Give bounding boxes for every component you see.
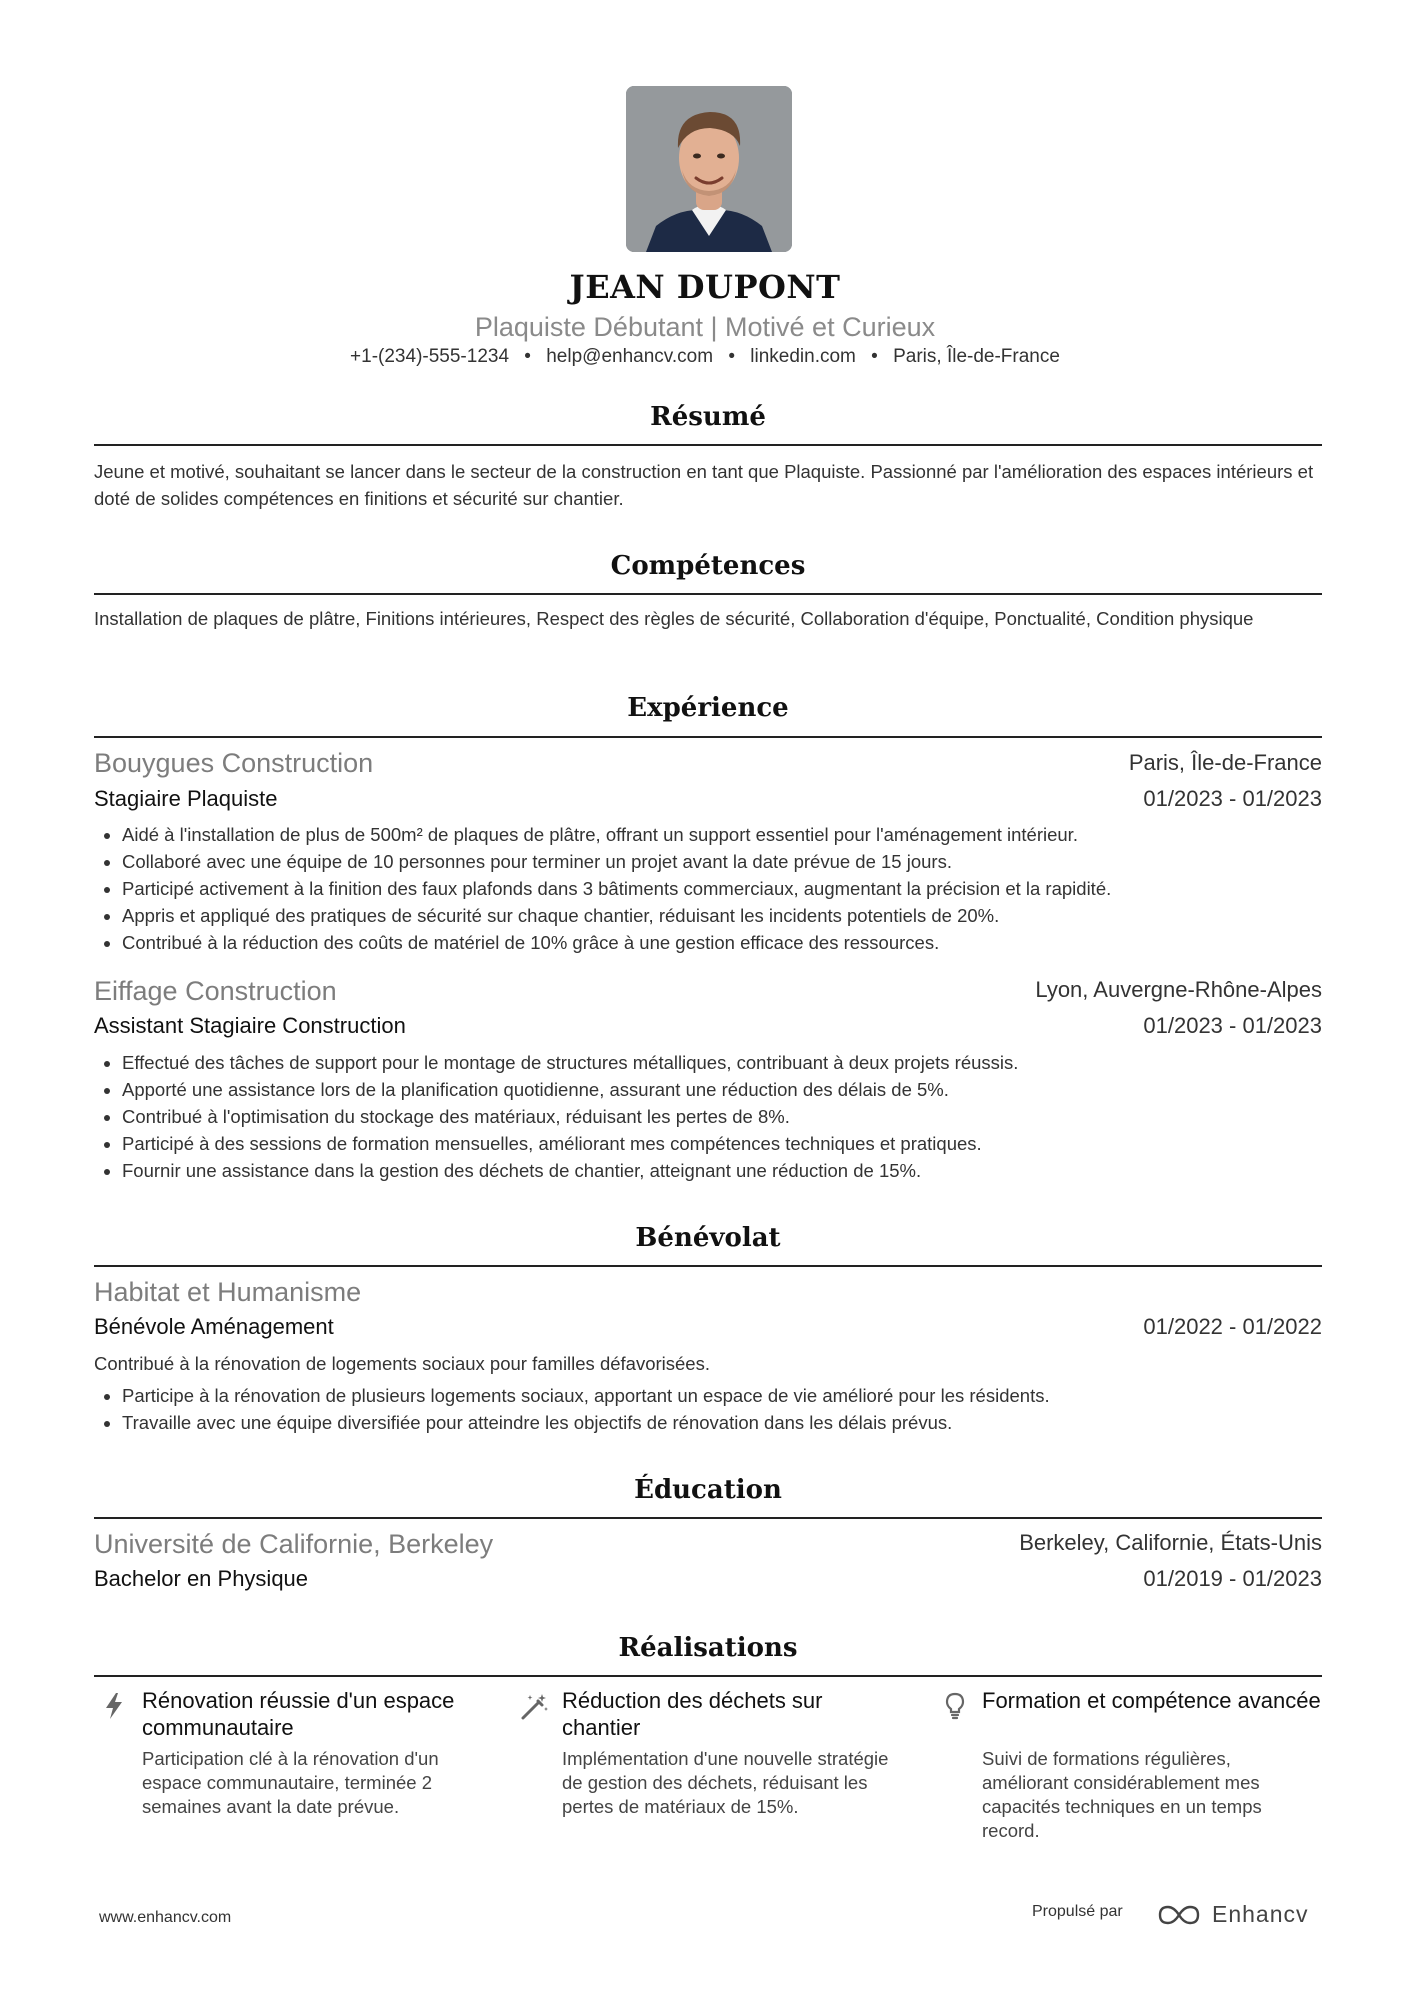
job-location: Paris, Île-de-France (1128, 750, 1322, 775)
powered-by-label: Propulsé par (1032, 1903, 1123, 1920)
degree-name: Bachelor en Physique (94, 1566, 309, 1591)
achievement-title: Formation et compétence avancée (982, 1688, 1321, 1713)
enhancv-logo-icon (1154, 1899, 1204, 1931)
section-divider (94, 736, 1322, 738)
footer-website-link[interactable]: www.enhancv.com (99, 1909, 232, 1926)
school-name: Université de Californie, Berkeley (94, 1529, 494, 1559)
summary-text: Jeune et motivé, souhaitant se lancer dans le secteur de la construction en tant que Plaquiste. Passionné par l'amélioration des espaces intérieurs et doté de solides compétences en finitions et sécurité sur chantier. (94, 461, 1314, 509)
candidate-headline: Plaquiste Débutant | Motivé et Curieux (474, 312, 936, 342)
volunteer-bullets (94, 1382, 1322, 1436)
bullet-item: • Effectué des tâches de support pour le montage de structures métalliques, contribuant à deux projets réussis. (122, 1049, 1322, 1076)
location-text: Paris, Île-de-France (893, 346, 1060, 367)
email-link[interactable]: help@enhancv.com (546, 346, 714, 367)
achievement-description: Implémentation d'une nouvelle stratégie de gestion des déchets, réduisant les pertes de matériaux de 15%. (562, 1748, 889, 1817)
candidate-name: JEAN DUPONT (569, 268, 841, 306)
job-title: Stagiaire Plaquiste (94, 786, 278, 811)
enhancv-logo[interactable] (1154, 1899, 1354, 1931)
profile-photo (626, 86, 792, 252)
bullet-item: • Appris et appliqué des pratiques de sécurité sur chaque chantier, réduisant les incidents potentiels de 20%. (122, 902, 1322, 929)
job-bullets (94, 1049, 1322, 1184)
job-dates: 01/2023 - 01/2023 (1143, 786, 1322, 811)
job-title: Assistant Stagiaire Construction (94, 1013, 406, 1038)
bullet-item: • Participé activement à la finition des faux plafonds dans 3 bâtiments commerciaux, augmentant la précision et la rapidité. (122, 875, 1322, 902)
magic-wand-icon (520, 1691, 550, 1721)
bullet-item: • Aidé à l'installation de plus de 500m² de plaques de plâtre, offrant un support essentiel pour l'aménagement intérieur. (122, 821, 1322, 848)
achievement-title: Rénovation réussie d'un espace communautaire (142, 1688, 455, 1740)
section-divider (94, 444, 1322, 446)
education-dates: 01/2019 - 01/2023 (1143, 1566, 1322, 1591)
section-divider (94, 593, 1322, 595)
section-title-achievements: Réalisations (618, 1633, 798, 1663)
bullet-item: • Participe à la rénovation de plusieurs logements sociaux, apportant un espace de vie amélioré pour les résidents. (122, 1382, 1322, 1409)
section-title-volunteer: Bénévolat (635, 1223, 781, 1253)
job-dates: 01/2023 - 01/2023 (1143, 1013, 1322, 1038)
bullet-item: • Fournir une assistance dans la gestion des déchets de chantier, atteignant une réduction de 15%. (122, 1157, 1322, 1184)
job-bullets (94, 821, 1322, 956)
separator-dot: • (871, 346, 878, 367)
volunteer-role: Bénévole Aménagement (94, 1314, 334, 1339)
school-location: Berkeley, Californie, États-Unis (1019, 1530, 1322, 1555)
company-name: Bouygues Construction (94, 748, 374, 778)
achievement-description: Participation clé à la rénovation d'un espace communautaire, terminée 2 semaines avant la date prévue. (142, 1748, 439, 1817)
bullet-item: • Contribué à la réduction des coûts de matériel de 10% grâce à une gestion efficace des ressources. (122, 929, 1322, 956)
skills-text: Installation de plaques de plâtre, Finitions intérieures, Respect des règles de sécurité, Collaboration d'équipe, Ponctualité, Condition physique (94, 608, 1254, 629)
lightbulb-icon (940, 1691, 970, 1721)
volunteer-dates: 01/2022 - 01/2022 (1143, 1314, 1322, 1339)
section-title-education: Éducation (634, 1475, 782, 1505)
bullet-item: • Participé à des sessions de formation mensuelles, améliorant mes compétences techniques et pratiques. (122, 1130, 1322, 1157)
bullet-item: • Apporté une assistance lors de la planification quotidienne, assurant une réduction des délais de 5%. (122, 1076, 1322, 1103)
section-divider (94, 1265, 1322, 1267)
volunteer-organization: Habitat et Humanisme (94, 1277, 362, 1307)
achievement-title: Réduction des déchets sur chantier (562, 1688, 823, 1740)
phone-text: +1-(234)-555-1234 (350, 346, 510, 367)
brand-name: Enhancv (1212, 1901, 1309, 1927)
lightning-icon (100, 1691, 130, 1721)
bullet-item: • Contribué à l'optimisation du stockage des matériaux, réduisant les pertes de 8%. (122, 1103, 1322, 1130)
linkedin-link[interactable]: linkedin.com (750, 346, 856, 367)
volunteer-description: Contribué à la rénovation de logements sociaux pour familles défavorisées. (94, 1353, 710, 1374)
company-name: Eiffage Construction (94, 976, 337, 1006)
footer-powered-by (1032, 1901, 1309, 1927)
section-divider (94, 1517, 1322, 1519)
bullet-item: • Travaille avec une équipe diversifiée pour atteindre les objectifs de rénovation dans les délais prévus. (122, 1409, 1322, 1436)
section-title-summary: Résumé (650, 402, 766, 432)
section-divider (94, 1675, 1322, 1677)
separator-dot: • (728, 346, 735, 367)
section-title-experience: Expérience (627, 693, 789, 723)
job-location: Lyon, Auvergne-Rhône-Alpes (1035, 977, 1322, 1002)
bullet-item: • Collaboré avec une équipe de 10 personnes pour terminer un projet avant la date prévue de 15 jours. (122, 848, 1322, 875)
achievement-description: Suivi de formations régulières, améliorant considérablement mes capacités techniques en un temps record. (982, 1748, 1262, 1841)
contact-line (0, 346, 1410, 368)
separator-dot: • (524, 346, 531, 367)
section-title-skills: Compétences (610, 551, 806, 581)
